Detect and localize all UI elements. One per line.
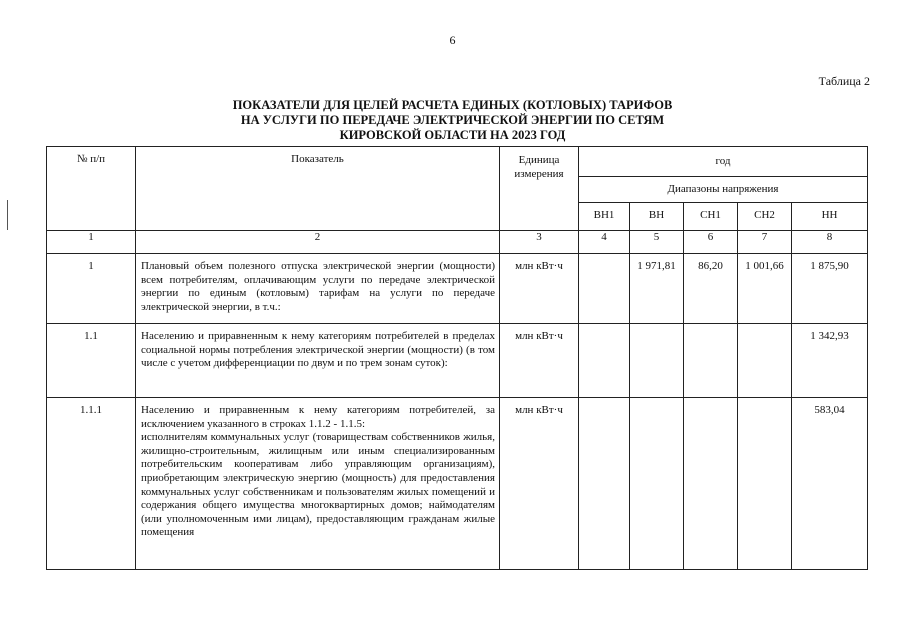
value-sn2 <box>738 398 792 570</box>
value-sn1 <box>684 398 738 570</box>
document-title <box>0 98 905 143</box>
row-indicator-cell <box>136 398 500 570</box>
row-unit: млн кВт·ч <box>500 254 579 324</box>
title-line-2: НА УСЛУГИ ПО ПЕРЕДАЧЕ ЭЛЕКТРИЧЕСКОЙ ЭНЕРГИИ ПО СЕТЯМ <box>240 113 665 127</box>
table-row <box>47 254 868 324</box>
title-line-1: ПОКАЗАТЕЛИ ДЛЯ ЦЕЛЕЙ РАСЧЕТА ЕДИНЫХ (КОТЛОВЫХ) ТАРИФОВ <box>232 98 673 112</box>
col-number: 4 <box>579 231 630 254</box>
value-nn: 1 875,90 <box>792 254 868 324</box>
margin-mark <box>7 200 8 230</box>
row-number: 1 <box>47 254 136 324</box>
row-number: 1.1.1 <box>47 398 136 570</box>
header-voltage-ranges: Диапазоны напряжения <box>579 177 868 203</box>
value-nn: 583,04 <box>792 398 868 570</box>
value-vn <box>630 398 684 570</box>
row-indicator: Плановый объем полезного отпуска электрической энергии (мощности) всем потребителям, оплачивающим услуги по передаче электрической энергии по единым (котловым) тарифам на услуги по передаче электрической энергии, в т.ч.: <box>136 254 500 324</box>
header-sn2: СН2 <box>738 203 792 231</box>
table-row <box>47 324 868 398</box>
value-vn: 1 971,81 <box>630 254 684 324</box>
value-sn2 <box>738 324 792 398</box>
row-indicator: Населению и приравненным к нему категориям потребителей, за исключением указанного в строках 1.1.2 - 1.1.5: <box>141 404 495 430</box>
header-sn1: СН1 <box>684 203 738 231</box>
row-unit: млн кВт·ч <box>500 398 579 570</box>
col-number: 7 <box>738 231 792 254</box>
header-year: год <box>579 147 868 177</box>
row-unit: млн кВт·ч <box>500 324 579 398</box>
col-number: 6 <box>684 231 738 254</box>
header-vn1: ВН1 <box>579 203 630 231</box>
value-vn1 <box>579 398 630 570</box>
header-indicator: Показатель <box>136 147 500 231</box>
value-sn1: 86,20 <box>684 254 738 324</box>
value-vn1 <box>579 324 630 398</box>
row-indicator: Населению и приравненным к нему категориям потребителей в пределах социальной нормы потребления электрической энергии (мощности) (в том числе с учетом дифференциации по двум и по трем зонам суток): <box>136 324 500 398</box>
table-row <box>47 398 868 570</box>
row-indicator-continuation: исполнителям коммунальных услуг (товариществам собственников жилья, жилищно-строительным, жилищным или иным специализированным потребительским кооперативам либо управляющим организациям), приобретающим электрическую энергию (мощность) для предоставления коммунальных услуг собственникам и пользователям жилых помещений и содержания общего имущества многоквартирных домов; наймодателям (или уполномоченным ими лицам), предоставляющим гражданам жилые помещения <box>141 431 495 539</box>
value-vn1 <box>579 254 630 324</box>
value-vn <box>630 324 684 398</box>
col-number: 8 <box>792 231 868 254</box>
value-sn2: 1 001,66 <box>738 254 792 324</box>
col-number: 2 <box>136 231 500 254</box>
title-line-3: КИРОВСКОЙ ОБЛАСТИ НА 2023 ГОД <box>339 128 566 142</box>
header-unit: Единица измерения <box>500 147 579 231</box>
table-label: Таблица 2 <box>818 74 870 88</box>
value-sn1 <box>684 324 738 398</box>
col-number: 1 <box>47 231 136 254</box>
column-number-row <box>47 231 868 254</box>
col-number: 5 <box>630 231 684 254</box>
page-number: 6 <box>449 33 456 47</box>
header-num: № п/п <box>47 147 136 231</box>
tariff-indicators-table <box>46 146 868 570</box>
row-indicator-wrap <box>141 404 495 568</box>
row-number: 1.1 <box>47 324 136 398</box>
value-nn: 1 342,93 <box>792 324 868 398</box>
header-vn: ВН <box>630 203 684 231</box>
col-number: 3 <box>500 231 579 254</box>
header-nn: НН <box>792 203 868 231</box>
